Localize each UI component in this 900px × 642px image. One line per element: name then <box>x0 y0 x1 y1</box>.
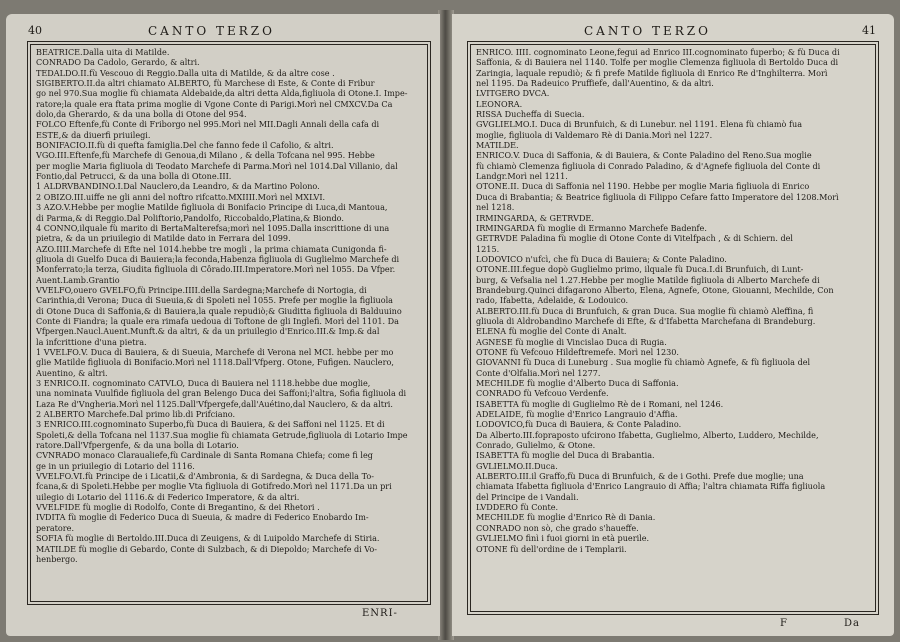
text-line: Carinthia,di Verona; Duca di Sueuia,& di Spoleti nel 1055. Prefe per moglie la figliuola <box>36 295 393 306</box>
text-line: IRMINGARDA fù moglie di Ermanno Marchefe Badenfe. <box>476 222 707 233</box>
right-text-block <box>476 47 874 554</box>
text-line: chiamata Ifabetta figliuola d'Enrico Langrauio di Affia; l'altra chiamata Riffa figliuola <box>476 481 826 492</box>
text-line: 1215. <box>476 243 500 254</box>
text-line: MATILDE fù moglie di Gebardo, Conte di Sulzbach, & di Diepoldo; Marchefe di Vo- <box>36 543 378 554</box>
text-line: ELENA fù moglie del Conte di Analt. <box>476 326 627 337</box>
right-catchword: Da <box>844 618 860 629</box>
text-line: VGO.III.Eftenfe,fù Marchefe di Genoua,di Milano , & della Tofcana nel 995. Hebbe <box>36 150 375 161</box>
text-line: burg, & Vefsalia nel 1.27.Hebbe per moglie Matilde figliuola di Alberto Marchefe di <box>476 274 820 285</box>
text-line: Auent.Lamb.Grantio <box>36 274 120 285</box>
text-line: nel 1195. Da Radeuico Pruffiefe, dall'Auentino, & da altri. <box>476 78 714 89</box>
text-line: Laza Re d'Vngheria.Morì nel 1125.Dall'Vfpergefe,dall'Auétino,dal Nauclero, & da altri. <box>36 398 393 409</box>
text-line: di Parma,& di Reggio.Dal Poliftorio,Pandolfo, Riccobaldo,Platina,& Biondo. <box>36 212 344 223</box>
text-line: 2 ALBERTO Marchefe.Dal primo lib.di Prifciano. <box>36 409 236 420</box>
text-line: ENRICO. IIII. cognominato Leone,fegui ad Enrico III.cognominato fuperbo; & fù Duca di <box>476 47 840 57</box>
text-line: Landgr.Morì nel 1211. <box>476 171 568 182</box>
text-line: CONRADO fù Vefcouo Verdenfe. <box>476 388 609 399</box>
text-line: ESTE,& da diuerfi priuilegi. <box>36 129 151 140</box>
text-line: 2 OBIZO.III.uiffe ne gli anni del noftro rifcatto.MXIIII.Morì nel MXLVI. <box>36 191 326 202</box>
text-line: ALBERTO.III.fù Duca di Brunfuich, & gran Duca. Sua moglie fù chiamò Aleffina, fi <box>476 305 814 316</box>
left-text-block <box>36 47 424 564</box>
text-line: AGNESE fù moglie di Vincislao Duca di Rugia. <box>476 336 667 347</box>
text-line: Vfpergen.Naucl.Auent.Munft.& da altri, & da un priuilegio d'Enrico.III.& Imp.& dal <box>36 326 380 337</box>
text-line: Brandeburg.Quinci difagarono Alberto, Elena, Agnefe, Otone, Giouanni, Mechilde, Con <box>476 284 834 295</box>
text-line: MECHILDE fù moglie d'Alberto Duca di Saffonia. <box>476 378 679 388</box>
text-line: OTONE.III.fegue dopò Guglielmo primo, ilquale fù Duca.I.di Brunfuich, di Lunt- <box>476 264 804 275</box>
text-line: Zaringia, laquale repudiò; & fi prefe Matilde figliuola di Enrico Re d'Inghilterra. Morì <box>476 67 828 78</box>
text-line: ge in un priuilegio di Lotario del 1116. <box>36 460 195 471</box>
text-line: CONRADO non sò, che grado s'haueffe. <box>476 522 639 533</box>
text-line: 4 CONNO,ilquale fù marito di BertaMalterefsa;morì nel 1095.Dalla inscrittione di una <box>36 222 390 233</box>
text-line: per moglie Maria figliuola di Teodato Marchefe di Parma.Morì nel 1014.Dal Villanio, dal <box>36 160 398 171</box>
right-page <box>452 14 894 636</box>
text-line: gliuola di Guelfo Duca di Bauiera;la feconda,Habenza figliuola di Guglielmo Marchefe di <box>36 253 400 264</box>
text-line: Fontio,dal Petrucci, & da una bolla di Otone.III. <box>36 171 232 182</box>
text-line: di Otone Duca di Saffonia,& di Bauiera,la quale repudiò;& Giuditta figliuola di Balduuino <box>36 305 402 316</box>
text-line: LODOVICO n'ufcì, che fù Duca di Bauiera; & Conte Paladino. <box>476 253 727 264</box>
text-line: uilegio di Lotario del 1116.& di Federico Imperatore, & da altri. <box>36 491 300 502</box>
text-line: ISABETTA fù moglie di Guglielmo Rè de i Romani, nel 1246. <box>476 398 724 409</box>
text-line: VVELFO.VI.fù Principe de i Licatii,& d'Ambronia, & di Sardegna, & Duca della To- <box>36 471 374 482</box>
right-running-head: CANTO TERZO <box>584 24 711 38</box>
right-folio: 41 <box>862 24 876 37</box>
text-line: Duca di Brabantia; & Beatrice figliuola di Filippo Cefare fatto Imperatore del 1208.Morì <box>476 191 839 202</box>
text-line: GIOVANNI fù Duca di Luneburg . Sua moglie fù chiamò Agnefe, & fù figliuola del <box>476 357 811 368</box>
text-line: peratore. <box>36 522 75 533</box>
text-line: OTONE fù dell'ordine de i Templarii. <box>476 543 627 554</box>
text-line: Monferrato;la terza, Giudita figliuola di Côrado.III.Imperatore.Morì nel 1055. Da Vfper. <box>36 264 396 275</box>
text-line: Da Alberto.III.fopraposto ufcirono Ifabetta, Guglielmo, Alberto, Luddero, Mechilde, <box>476 429 819 440</box>
text-line: ALBERTO.III.il Graffo,fù Duca di Brunfuich, & de i Gothi. Prefe due moglie; una <box>476 471 804 482</box>
text-line: Conte di Fiandra; la quale era rimafa uedoua di Toftone de gli Inglefi. Morì del 1101. Da <box>36 315 399 326</box>
text-line: del Principe de i Vandali. <box>476 491 579 502</box>
text-line: Saffonia, & di Bauiera nel 1140. Tolfe per moglie Clemenza figliuola di Bertoldo Duca di <box>476 57 839 68</box>
text-line: una nominata Vuulfide figliuola del gran Belengo Duca dei Saffoni;l'altra, Sofia figliuola di <box>36 388 407 399</box>
text-line: MECHILDE fù moglie d'Enrico Rè di Dania. <box>476 512 656 523</box>
text-line: gliuola di Aldrobandino Marchefe di Efte, & d'Ifabetta Marchefana di Brandeburg. <box>476 315 816 326</box>
text-line: dolo,da Gherardo, & da una bolla di Otone del 954. <box>36 109 247 120</box>
text-line: GVGLIELMO.I. Duca di Brunfuich, & di Lunebur. nel 1191. Elena fù chiamò fua <box>476 119 803 130</box>
signature-mark: F <box>780 618 787 629</box>
text-line: nel 1218. <box>476 202 515 213</box>
text-line: BONIFACIO.II.fù di quefta famiglia.Del che fanno fede il Cafolio, & altri. <box>36 140 334 151</box>
text-line: ISABETTA fù moglie del Duca di Brabantia. <box>476 450 655 461</box>
text-line: 3 ENRICO.III.cognominato Superbo,fù Duca di Bauiera, & dei Saffoni nel 1125. Et di <box>36 419 385 430</box>
left-page <box>6 14 440 636</box>
text-line: ENRICO.V. Duca di Saffonia, & di Bauiera, & Conte Paladino del Reno.Sua moglie <box>476 150 812 161</box>
text-line: Conrado, Gulielmo, & Otone. <box>476 440 596 451</box>
text-line: OTONE fù Vefcouo Hildeftremefe. Morì nel 1230. <box>476 346 679 357</box>
text-line: SIGIBERTO.II.da altri chiamato ALBERTO, fù Marchese di Este, & Conte di Fribur <box>36 78 375 89</box>
text-line: moglie, figliuola di Valdemaro Rè di Dania.Morì nel 1227. <box>476 129 713 140</box>
text-line: fcana,& di Spoleti.Hebbe per moglie Vta figliuola di Gotifredo.Morì nel 1171.Da un pri <box>36 481 392 492</box>
text-line: la infcrittione d'una pietra. <box>36 336 147 347</box>
text-line: LODOVICO,fù Duca di Bauiera, & Conte Paladino. <box>476 419 682 430</box>
text-line: fù chiamò Clemenza figliuola di Conrado Paladino, & d'Agnefe figliuola del Conte di <box>476 160 821 171</box>
left-running-head: CANTO TERZO <box>148 24 275 38</box>
text-line: MATILDE. <box>476 140 519 151</box>
text-line: henbergo. <box>36 553 78 564</box>
text-line: LVITGERO DVCA. <box>476 88 550 99</box>
text-line: ratore;la quale era ftata prima moglie di Vgone Conte di Parigi.Morì nel CMXCV.Da Ca <box>36 98 393 109</box>
text-line: ratore.Dall'Vfpergenfe, & da una bolla di Lotario. <box>36 440 239 451</box>
text-line: BEATRICE.Dalla uita di Matilde. <box>36 47 170 57</box>
text-line: LEONORA. <box>476 98 523 109</box>
text-line: go nel 970.Sua moglie fù chiamata Aldebaide,da altri detta Alda,figliuola di Otone.I. Impe- <box>36 88 408 99</box>
text-line: IRMINGARDA, & GETRVDE. <box>476 212 594 223</box>
text-line: VVELFO,ouero GVELFO,fù Principe.IIII.della Sardegna;Marchefe di Nortogia, di <box>36 284 367 295</box>
text-line: Auentino, & altri. <box>36 367 108 378</box>
text-line: ADELAIDE, fù moglie d'Enrico Langrauio d'Affia. <box>476 409 678 420</box>
left-catchword: ENRI- <box>362 608 398 619</box>
text-line: FOLCO Eftenfe,fù Conte di Friborgo nel 995.Morì nel MII.Dagli Annali della cafa di <box>36 119 380 130</box>
text-line: LVDDERO fù Conte. <box>476 502 559 513</box>
text-line: pietra, & da un priuilegio di Matilde dato in Ferrara del 1099. <box>36 233 291 244</box>
text-line: CVNRADO monaco Claraualiefe,fù Cardinale di Santa Romana Chiefa; come fi leg <box>36 450 373 461</box>
text-line: OTONE.II. Duca di Saffonia nel 1190. Hebbe per moglie Maria figliuola di Enrico <box>476 181 810 192</box>
text-line: GETRVDE Paladina fù moglie di Otone Conte di Vitelfpach , & di Schiern. del <box>476 233 794 244</box>
text-line: Conte d'Olfalia.Morì nel 1277. <box>476 367 601 378</box>
text-line: VVELFIDE fù moglie di Rodolfo, Conte di Bregantino, & dei Rhetori . <box>36 502 320 513</box>
text-line: TEDALDO.II.fù Vescouo di Reggio.Dalla uita di Matilde, & da altre cose . <box>36 67 335 78</box>
text-line: 3 AZO.V.Hebbe per moglie Matilde figliuola di Bonifacio Principe di Luca,di Mantoua, <box>36 202 388 213</box>
text-line: AZO.IIII.Marchefe di Efte nel 1014.hebbe tre mogli , la prima chiamata Cunigonda fi- <box>36 243 387 254</box>
text-line: 1 VVELFO.V. Duca di Bauiera, & di Sueuia, Marchefe di Verona nel MCI. hebbe per mo <box>36 346 394 357</box>
text-line: glie Matilde figliuola di Bonifacio.Morì nel 1118.Dall'Vfperg. Otone, Fufigen. Nauclero, <box>36 357 394 368</box>
left-folio: 40 <box>28 24 42 37</box>
text-line: SOFIA fù moglie di Bertoldo.III.Duca di Zeuigens, & di Luipoldo Marchefe di Stiria. <box>36 533 380 544</box>
text-line: CONRADO Da Cadolo, Gerardo, & altri. <box>36 57 200 68</box>
text-line: Spoleti,& della Tofcana nel 1137.Sua moglie fù chiamata Getrude,figliuola di Lotario Impe <box>36 429 408 440</box>
text-line: 3 ENRICO.II. cognominato CATVLO, Duca di Bauiera nel 1118.hebbe due moglie, <box>36 378 371 388</box>
text-line: 1 ALDRVBANDINO.I.Dal Nauclero,da Leandro, & da Martino Polono. <box>36 181 320 192</box>
text-line: IVDITA fù moglie di Federico Duca di Sueuia, & madre di Federico Enobardo Im- <box>36 512 369 523</box>
text-line: GVLIELMO finì i fuoi giorni in età puerile. <box>476 533 650 544</box>
text-line: GVLIELMO.II.Duca. <box>476 460 558 471</box>
text-line: rado, Ifabetta, Adelaide, & Lodouico. <box>476 295 629 306</box>
text-line: RISSA Ducheffa di Suecia. <box>476 109 585 120</box>
